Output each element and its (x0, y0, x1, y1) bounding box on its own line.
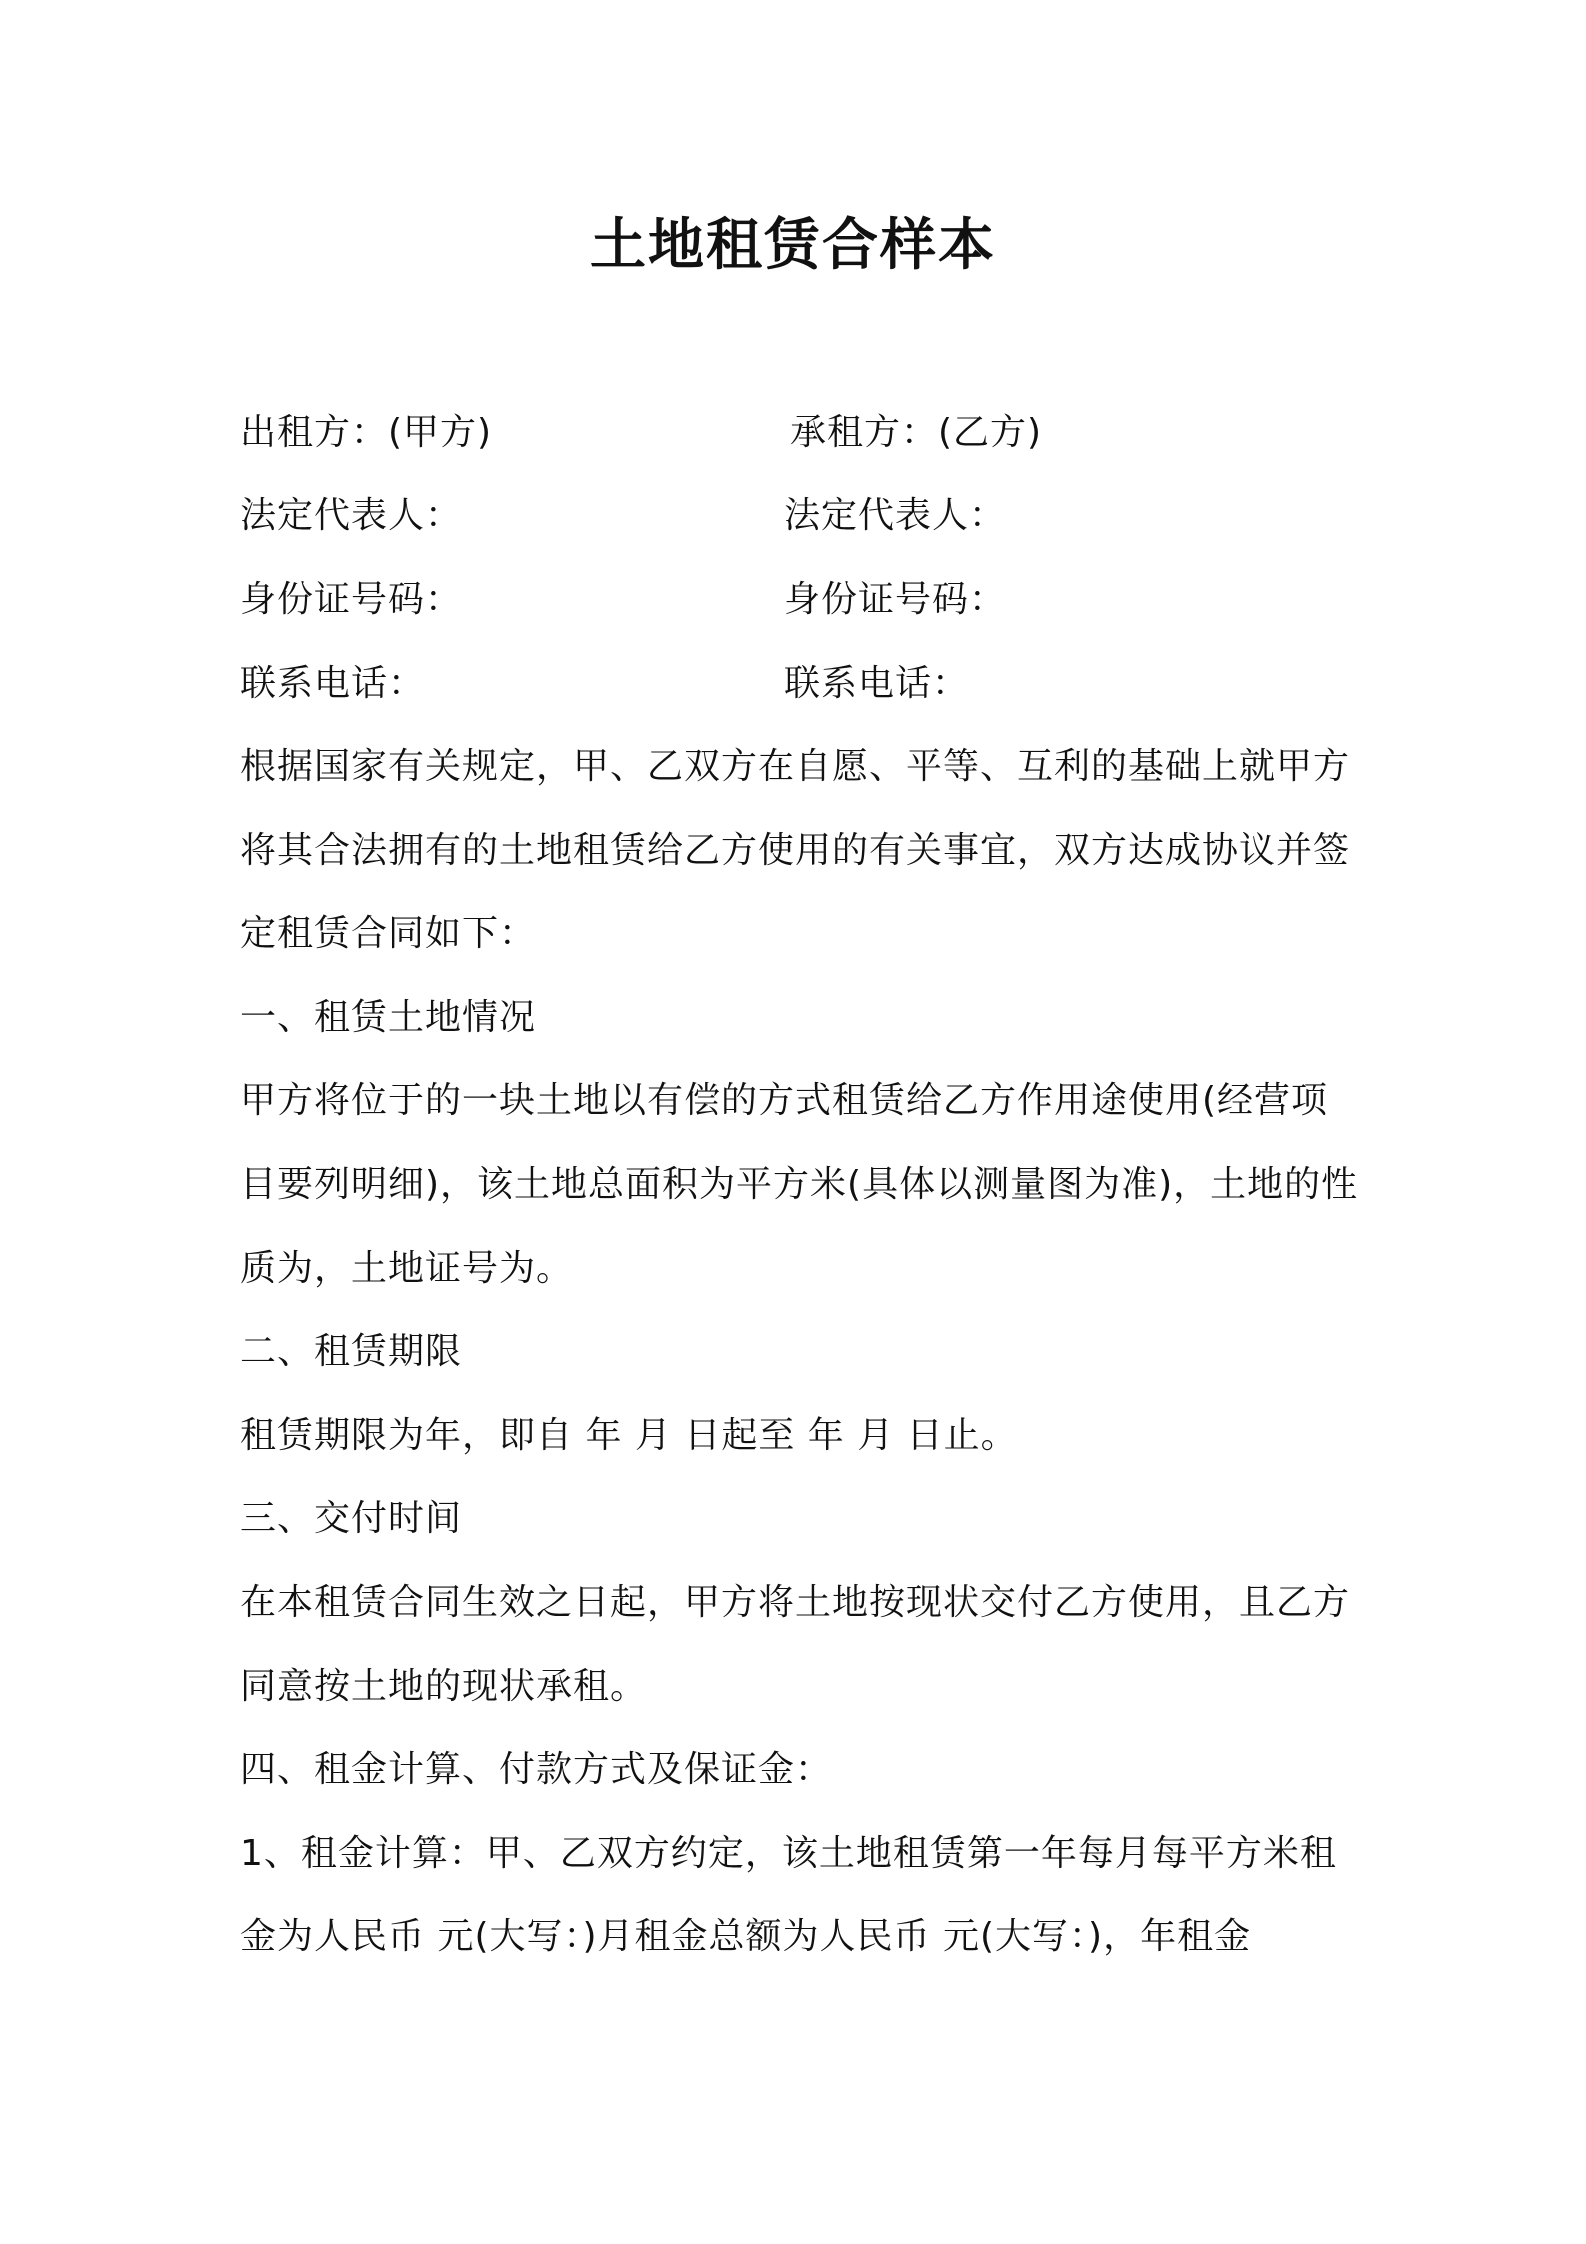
body-line: 1、租金计算：甲、乙双方约定，该土地租赁第一年每月每平方米租 (240, 1833, 1337, 1874)
lessor-representative: 法定代表人： (240, 495, 463, 536)
lessee-phone: 联系电话： (784, 663, 970, 704)
lessor-id-number: 身份证号码： (240, 579, 463, 620)
section-heading: 一、租赁土地情况 (240, 997, 537, 1038)
document-title: 土地租赁合样本 (590, 213, 996, 278)
body-line: 在本租赁合同生效之日起，甲方将土地按现状交付乙方使用，且乙方 (240, 1582, 1351, 1623)
lessor-phone: 联系电话： (240, 663, 426, 704)
body-line: 将其合法拥有的土地租赁给乙方使用的有关事宜，双方达成协议并签 (240, 830, 1351, 871)
lessee-id-number: 身份证号码： (784, 579, 1007, 620)
body-line: 租赁期限为年，即自 年 月 日起至 年 月 日止。 (240, 1415, 1018, 1456)
section-heading: 三、交付时间 (240, 1498, 463, 1539)
body-line: 定租赁合同如下： (240, 913, 537, 954)
body-line: 金为人民币 元(大写：)月租金总额为人民币 元(大写：)，年租金 (240, 1916, 1252, 1957)
body-line: 同意按土地的现状承租。 (240, 1666, 648, 1707)
body-line: 目要列明细)，该土地总面积为平方米(具体以测量图为准)，土地的性 (240, 1164, 1359, 1205)
lessee-representative: 法定代表人： (784, 495, 1007, 536)
lessee-label: 承租方：(乙方) (790, 412, 1043, 453)
body-line: 根据国家有关规定，甲、乙双方在自愿、平等、互利的基础上就甲方 (240, 746, 1351, 787)
section-heading: 二、租赁期限 (240, 1331, 463, 1372)
section-heading: 四、租金计算、付款方式及保证金： (240, 1749, 833, 1790)
body-line: 质为，土地证号为。 (240, 1248, 574, 1289)
body-line: 甲方将位于的一块土地以有偿的方式租赁给乙方作用途使用(经营项 (240, 1080, 1329, 1121)
lessor-label: 出租方：(甲方) (240, 412, 493, 453)
